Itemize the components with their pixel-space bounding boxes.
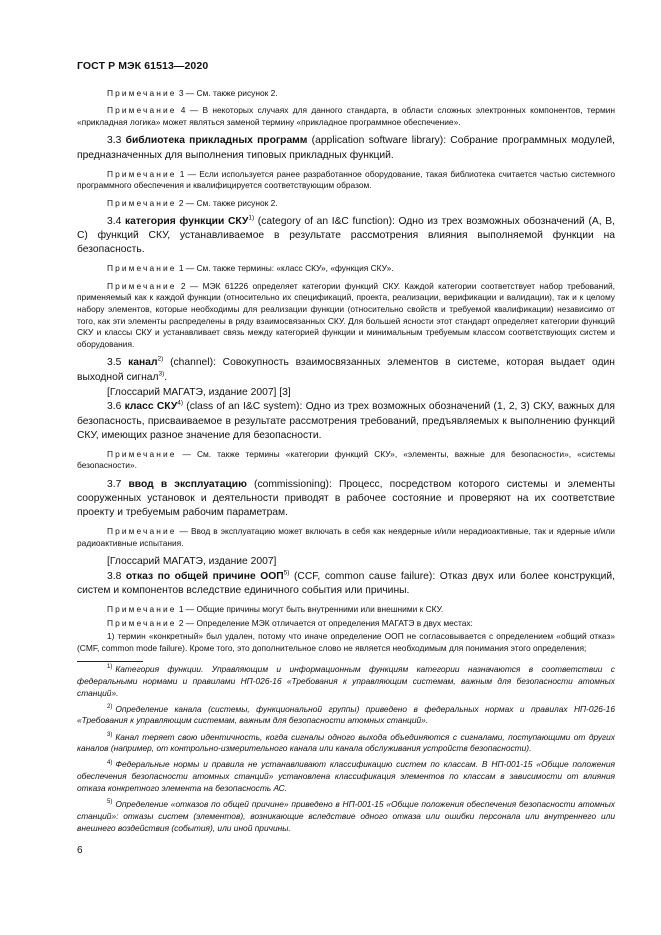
note-label: Примечание [107,263,177,274]
term-title: ввод в эксплуатацию [128,478,247,490]
term-3-6 [77,400,615,443]
term-number: 3.6 [107,401,122,413]
term-definition: (channel): Совокупность взаимосвязанных элементов в системе, которая выдает один выходной сигнал [77,357,615,383]
term-title: категория функции СКУ [124,215,249,227]
term-number: 3.5 [107,357,122,369]
footnote-text: Определение «отказов по общей причине» приведено в НП-001-15 «Общие положения обеспечения безопасности атомных станций»: отказы систем (элементов), возникающие вследствие одного отказа или ошибки персонала или внутреннего или внешнего воздействия (события), или иной причины. [77,799,615,833]
note [77,618,615,630]
note-text: 3 — См. также рисунок 2. [178,88,278,98]
footnote-ref[interactable]: 1) [248,214,255,222]
term-title: отказ по общей причине ООП [125,570,284,582]
term-definition: (CCF, common cause failure): Отказ двух или более конструкций, систем и компонентов вследствие единичного события или причины. [77,570,615,596]
term-title: канал [128,357,158,369]
note-label: Примечание [107,197,177,208]
source-reference: [Глоссарий МАГАТЭ, издание 2007] [3] [107,386,291,398]
footnote [77,799,615,834]
note-text: 1 — См. также термины: «класс СКУ», «функция СКУ». [178,263,394,274]
footnote-mark: 5) [107,799,113,806]
note-label: Примечание [107,603,177,614]
term-definition: (commissioning): Процесс, посредством которого системы и элементы сооруженных установок и деятельности приводят в рабочее состояние и проверяют на их соответствие проекту и требуемым рабочим параметрам. [77,478,615,519]
footnote-text: Определение канала (системы, функциональной группы) приведено в федеральных нормах и правилах НП-026-16 «Требования к управляющим системам, важным для безопасности атомных станций». [77,703,615,726]
footnote-ref[interactable]: 4) [177,399,184,407]
note-list-item: 1) термин «конкретный» был удален, потому что иначе определение ООП не согласовывается с определением «общий отказ» (CMF, common mode failure). Кроме того, это дополнительное слово не является необходимым для понимания этого определения; [77,631,615,654]
note-text: 2 — Определение МЭК отличается от определения МАГАТЭ в двух местах: [178,617,473,628]
footnote [77,759,615,794]
term-definition: (application software library): Собрание программных модулей, предназначенных для выполнения типовых прикладных функций. [77,135,615,161]
footnotes [77,664,615,839]
term-3-4 [77,215,615,258]
note [77,263,615,275]
note-label: Примечание [107,448,177,459]
main-text [77,88,615,660]
note [77,105,615,128]
term-title: класс СКУ [124,401,178,413]
note-label: Примечание [107,168,177,179]
document-header: ГОСТ Р МЭК 61513—2020 [77,60,209,72]
footnote-ref[interactable]: 3) [158,370,165,378]
source-reference: [Глоссарий МАГАТЭ, издание 2007] [107,556,277,568]
footnote [77,664,615,699]
note-text: — Ввод в эксплуатацию может включать в себя как неядерные и/или нерадиоактивные, так и ядерные и/или радиоактивные испытания. [77,526,615,548]
note-text: 4 — В некоторых случаях для данного стандарта, в области сложных электронных компонентов, термин «прикладная логика» может являться заменой термину «прикладное программное обеспечение». [77,105,615,127]
footnote-text: Категория функции. Управляющим и информационным функциям категории назначаются в соответствии с федеральными нормами и правилами НП-026-16 «Требования к управляющим системам, важным для безопасности атомных станций». [77,664,615,698]
note-label: Примечание [107,280,177,291]
note [77,449,615,472]
term-number: 3.8 [107,570,122,582]
note [77,198,615,210]
note-text: 1 — Если используется ранее разработанное оборудование, такая библиотека считается частью системного программного обеспечения и квалифицируется соответствующим образом. [77,168,615,191]
note [77,169,615,192]
footnote-text: Федеральные нормы и правила не устанавливают классификацию систем по классам. В НП-001-15 «Общие положения обеспечения безопасности атомных станций» установлена классификация элементов по классам в зависимости от влияния отказа конкретного элемента на безопасность АС. [77,759,615,794]
term-3-3 [77,134,615,162]
note-text: 2 — См. также рисунок 2. [178,197,278,208]
term-number: 3.7 [107,478,122,490]
page-number: 6 [77,845,83,856]
term-3-5: 3.5 канал$^{2)}$ (channel): Совокупность взаимосвязанных элементов в системе, которая выдает один выходной сигнал$^{3)}$. [77,355,615,383]
note [77,526,615,549]
note-label: Примечание [107,617,177,628]
footnote [77,704,615,728]
footnote-divider [77,661,143,662]
note [77,281,615,351]
note-text: 1 — Общие причины могут быть внутренними или внешними к СКУ. [178,603,444,614]
term-number: 3.4 [107,215,122,227]
note-label: Примечание [107,526,177,537]
footnote-text: Канал теряет свою идентичность, когда сигналы одного выхода объединяются с сигналами, поступающими от других каналов (например, от контрольно-измерительного канала или канала обслуживания устройств безопасности). [77,731,615,754]
footnote-mark: 3) [107,731,113,738]
note [77,88,615,100]
note-text: 2 — МЭК 61226 определяет категории функций СКУ. Каждой категории соответствует набор требований, применяемый как к каждой функции (относительно их спецификаций, проекта, реализации, верификации и валидации), так и к целому набору элементов, которые необходимы для реализации функции (относительно свойств и требуемой квалификации) независимо от того, как эти элементы распределены в ряду взаимосвязанных СКУ. Для большей ясности этот стандарт определяет категории функций СКУ и классы СКУ и устанавливает связь между категорией функции и минимальным требуемым классом соответствующих систем и оборудования. [77,280,615,350]
footnote [77,732,615,756]
footnote-ref[interactable]: 2) [157,355,164,363]
term-number: 3.3 [107,135,122,147]
note-text: — См. также термины «категории функций СКУ», «элементы, важные для безопасности», «системы безопасности». [77,448,615,471]
term-title: библиотека прикладных программ [125,135,308,147]
note-label: Примечание [107,105,177,116]
term-definition: (category of an I&C function): Одно из трех возможных обозначений (A, B, C) функций СКУ, устанавливаемое в результате рассмотрения влияния выполняемой функции на безопасность. [77,215,615,256]
term-definition: (class of an I&C system): Одно из трех возможных обозначений (1, 2, 3) СКУ, важных для безопасность, присваиваемое в результате рассмотрения требований, предъявляемых к выполнению функций СКУ, имеющих разное значение для безопасности. [77,401,615,441]
footnote-mark: 2) [107,703,113,710]
note [77,604,615,616]
note-label: Примечание [107,88,177,98]
footnote-ref[interactable]: 5) [283,569,290,577]
term-3-8 [77,570,615,598]
footnote-mark: 4) [107,759,113,766]
footnote-mark: 1) [107,664,113,671]
term-3-7 [77,478,615,521]
